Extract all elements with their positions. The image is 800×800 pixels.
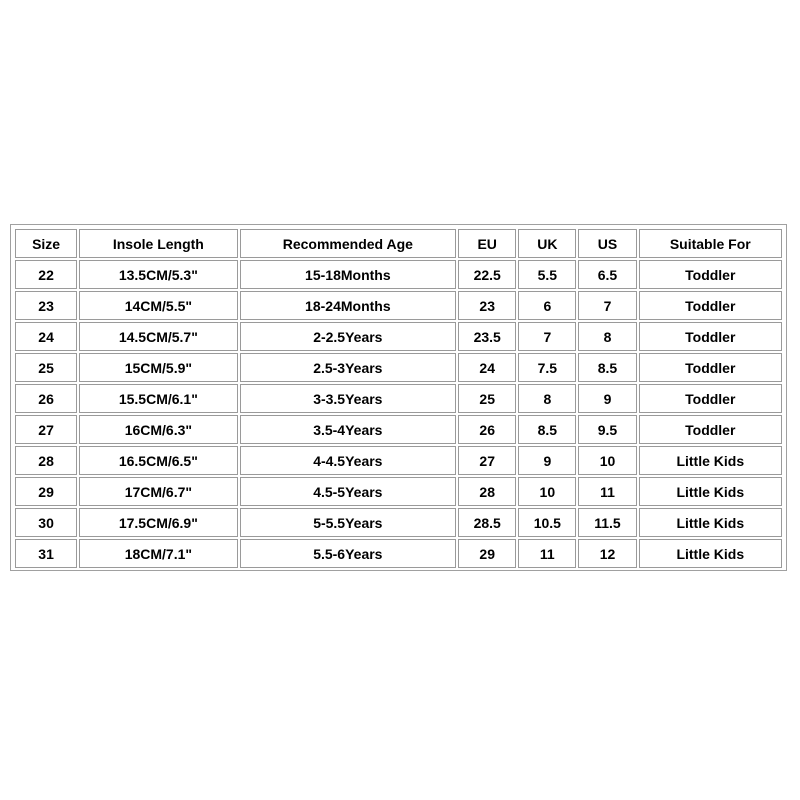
cell-size: 25 (15, 353, 77, 382)
cell-insole-length: 17.5CM/6.9" (79, 508, 237, 537)
table-row (15, 322, 782, 351)
table-row (15, 291, 782, 320)
cell-suitable-for: Toddler (639, 353, 782, 382)
cell-size: 24 (15, 322, 77, 351)
cell-size: 30 (15, 508, 77, 537)
header-size: Size (15, 229, 77, 258)
cell-uk: 10 (518, 477, 576, 506)
cell-insole-length: 16CM/6.3" (79, 415, 237, 444)
cell-uk: 7.5 (518, 353, 576, 382)
header-recommended-age: Recommended Age (240, 229, 457, 258)
cell-us: 8.5 (578, 353, 636, 382)
cell-insole-length: 16.5CM/6.5" (79, 446, 237, 475)
size-chart-table (13, 227, 784, 570)
cell-size: 23 (15, 291, 77, 320)
cell-eu: 22.5 (458, 260, 516, 289)
cell-suitable-for: Little Kids (639, 446, 782, 475)
size-chart-frame (10, 224, 787, 571)
cell-suitable-for: Toddler (639, 415, 782, 444)
cell-us: 9.5 (578, 415, 636, 444)
cell-us: 9 (578, 384, 636, 413)
cell-size: 29 (15, 477, 77, 506)
cell-eu: 25 (458, 384, 516, 413)
cell-eu: 23 (458, 291, 516, 320)
cell-recommended-age: 15-18Months (240, 260, 457, 289)
cell-uk: 5.5 (518, 260, 576, 289)
cell-size: 28 (15, 446, 77, 475)
cell-suitable-for: Little Kids (639, 508, 782, 537)
cell-size: 27 (15, 415, 77, 444)
cell-insole-length: 13.5CM/5.3" (79, 260, 237, 289)
cell-us: 11 (578, 477, 636, 506)
cell-uk: 7 (518, 322, 576, 351)
table-row (15, 508, 782, 537)
cell-suitable-for: Toddler (639, 291, 782, 320)
header-uk: UK (518, 229, 576, 258)
cell-insole-length: 14.5CM/5.7" (79, 322, 237, 351)
cell-recommended-age: 4.5-5Years (240, 477, 457, 506)
cell-uk: 11 (518, 539, 576, 568)
cell-insole-length: 15.5CM/6.1" (79, 384, 237, 413)
cell-insole-length: 18CM/7.1" (79, 539, 237, 568)
table-row (15, 415, 782, 444)
table-row (15, 260, 782, 289)
cell-us: 11.5 (578, 508, 636, 537)
cell-suitable-for: Little Kids (639, 477, 782, 506)
table-row (15, 446, 782, 475)
cell-uk: 9 (518, 446, 576, 475)
table-row (15, 353, 782, 382)
table-row (15, 384, 782, 413)
cell-recommended-age: 2.5-3Years (240, 353, 457, 382)
header-suitable-for: Suitable For (639, 229, 782, 258)
cell-eu: 23.5 (458, 322, 516, 351)
cell-insole-length: 14CM/5.5" (79, 291, 237, 320)
header-insole-length: Insole Length (79, 229, 237, 258)
table-row (15, 477, 782, 506)
cell-uk: 10.5 (518, 508, 576, 537)
cell-recommended-age: 4-4.5Years (240, 446, 457, 475)
cell-recommended-age: 2-2.5Years (240, 322, 457, 351)
cell-size: 31 (15, 539, 77, 568)
cell-uk: 8.5 (518, 415, 576, 444)
cell-recommended-age: 3-3.5Years (240, 384, 457, 413)
cell-suitable-for: Little Kids (639, 539, 782, 568)
cell-us: 12 (578, 539, 636, 568)
cell-size: 22 (15, 260, 77, 289)
cell-recommended-age: 5.5-6Years (240, 539, 457, 568)
cell-uk: 8 (518, 384, 576, 413)
cell-us: 6.5 (578, 260, 636, 289)
cell-recommended-age: 18-24Months (240, 291, 457, 320)
cell-eu: 28 (458, 477, 516, 506)
cell-recommended-age: 3.5-4Years (240, 415, 457, 444)
table-row (15, 539, 782, 568)
cell-suitable-for: Toddler (639, 260, 782, 289)
header-row (15, 229, 782, 258)
cell-eu: 24 (458, 353, 516, 382)
header-us: US (578, 229, 636, 258)
cell-suitable-for: Toddler (639, 384, 782, 413)
cell-eu: 29 (458, 539, 516, 568)
cell-eu: 26 (458, 415, 516, 444)
cell-insole-length: 17CM/6.7" (79, 477, 237, 506)
cell-us: 8 (578, 322, 636, 351)
header-eu: EU (458, 229, 516, 258)
cell-suitable-for: Toddler (639, 322, 782, 351)
cell-size: 26 (15, 384, 77, 413)
cell-us: 10 (578, 446, 636, 475)
cell-recommended-age: 5-5.5Years (240, 508, 457, 537)
cell-eu: 27 (458, 446, 516, 475)
cell-uk: 6 (518, 291, 576, 320)
cell-insole-length: 15CM/5.9" (79, 353, 237, 382)
cell-us: 7 (578, 291, 636, 320)
cell-eu: 28.5 (458, 508, 516, 537)
